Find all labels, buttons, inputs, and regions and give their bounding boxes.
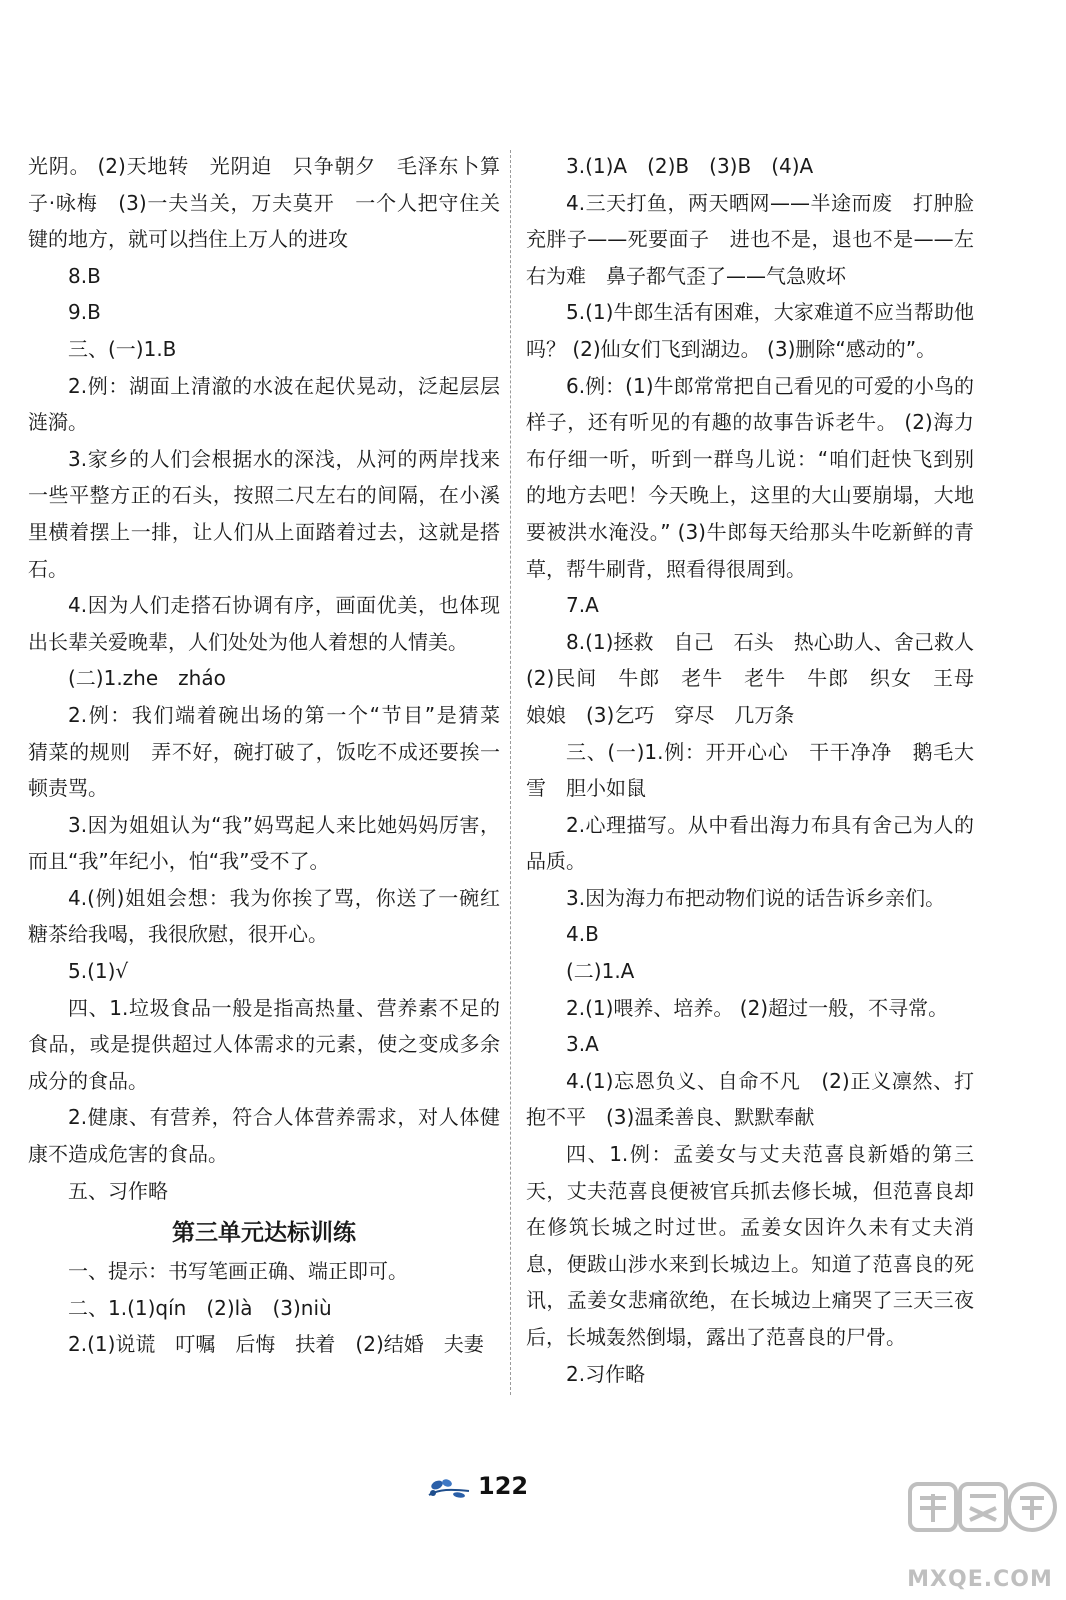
- answer-paragraph: 4.因为人们走搭石协调有序，画面优美，也体现出长辈关爱晚辈，人们处处为他人着想的人情美。: [28, 593, 500, 654]
- answer-paragraph: 2.例：湖面上清澈的水波在起伏晃动，泛起层层涟漪。: [28, 373, 500, 435]
- answer-paragraph: 3.因为姐姐认为“我”妈骂起人来比她妈妈厉害，而且“我”年纪小，怕“我”受不了。: [28, 812, 500, 874]
- answer-paragraph: 8.B: [68, 263, 101, 288]
- answer-paragraph: 9.B: [68, 300, 101, 325]
- answer-paragraph: 2.例：我们端着碗出场的第一个“节目”是猜菜 猜菜的规则 弄不好，碗打破了，饭吃不成还要挨一顿责骂。: [28, 702, 520, 801]
- answer-paragraph: 4.(例)姐姐会想：我为你挨了骂，你送了一碗红糖茶给我喝，我很欣慰，很开心。: [28, 885, 500, 947]
- answer-paragraph: 4.三天打鱼，两天晒网——半途而废 打肿脸充胖子——死要面子 进也不是，退也不是——左右为难 鼻子都气歪了——气急败坏: [526, 190, 974, 288]
- answer-stamp-logo-icon: [900, 1478, 1060, 1558]
- answer-paragraph: 四、1.例：孟姜女与丈夫范喜良新婚的第三天，丈夫范喜良便被官兵抓去修长城，但范喜良却在修筑长城之时过世。孟姜女因许久未有丈夫消息，便跋山涉水来到长城边上。知道了范喜良的死讯，孟姜女悲痛欲绝，在长城边上痛哭了三天三夜后，长城轰然倒塌，露出了范喜良的尸骨。: [526, 1142, 974, 1349]
- answer-paragraph: 4.B: [566, 922, 599, 947]
- answer-paragraph: 一、提示：书写笔画正确、端正即可。: [68, 1259, 408, 1284]
- answer-paragraph: (二)1.zhe zháo: [68, 666, 226, 691]
- column-divider: [510, 150, 511, 1395]
- section-heading: 第三单元达标训练: [172, 1219, 356, 1247]
- answer-paragraph: 2.健康、有营养，符合人体营养需求，对人体健康不造成危害的食品。: [28, 1105, 500, 1167]
- answer-paragraph: 3.因为海力布把动物们说的话告诉乡亲们。: [566, 885, 946, 910]
- answer-paragraph: 5.(1)√: [68, 959, 129, 984]
- answer-paragraph: 五、习作略: [68, 1178, 168, 1203]
- answer-paragraph: 2.(1)说谎 叮嘱 后悔 扶着 (2)结婚 夫妻: [68, 1332, 484, 1357]
- answer-paragraph: 5.(1)牛郎生活有困难，大家难道不应当帮助他吗？ (2)仙女们飞到湖边。 (3)删除“感动的”。: [526, 300, 974, 361]
- answer-paragraph: 3.家乡的人们会根据水的深浅，从河的两岸找来一些平整方正的石头，按照二尺左右的间隔，在小溪里横着摆上一排，让人们从上面踏着过去，这就是搭石。: [28, 446, 500, 581]
- watermark-text: MXQE.COM: [907, 1567, 1053, 1592]
- answer-paragraph: 三、(一)1.例：开开心心 干干净净 鹅毛大雪 胆小如鼠: [526, 739, 974, 801]
- answer-paragraph: 2.心理描写。从中看出海力布具有舍己为人的品质。: [526, 812, 974, 874]
- left-column: [28, 148, 520, 1363]
- answer-paragraph: 四、1.垃圾食品一般是指高热量、营养素不足的食品，或是提供超过人体需求的元素，使之变成多余成分的食品。: [28, 995, 500, 1093]
- answer-paragraph: 8.(1)拯救 自己 石头 热心助人、舍己救人 (2)民间 牛郎 老牛 老牛 牛郎 织女 王母娘娘 (3)乞巧 穿尽 几万条: [526, 629, 994, 727]
- answer-paragraph: 4.(1)忘恩负义、自命不凡 (2)正义凛然、打抱不平 (3)温柔善良、默默奉献: [526, 1068, 974, 1130]
- watermark: [900, 1478, 1060, 1598]
- answer-paragraph: 3.A: [566, 1032, 599, 1057]
- answer-paragraph: 二、1.(1)qín (2)là (3)niù: [68, 1295, 332, 1320]
- answer-paragraph: (二)1.A: [566, 959, 635, 984]
- answer-paragraph: 6.例：(1)牛郎常常把自己看见的可爱的小鸟的样子，还有听见的有趣的故事告诉老牛。 (2)海力布仔细一听，听到一群鸟儿说：“咱们赶快飞到别的地方去吧！今天晚上，这里的大山要崩塌，大地要被洪水淹没。” (3)牛郎每天给那头牛吃新鲜的青草，帮牛刷背，照看得很周到。: [526, 373, 974, 581]
- answer-paragraph: 光阴。 (2)天地转 光阴迫 只争朝夕 毛泽东卜算子·咏梅 (3)一夫当关，万夫莫开 一个人把守住关键的地方，就可以挡住上万人的进攻: [28, 154, 500, 252]
- answer-paragraph: 2.习作略: [566, 1361, 646, 1386]
- answer-paragraph: 3.(1)A (2)B (3)B (4)A: [566, 154, 814, 178]
- answer-paragraph: 2.(1)喂养、培养。 (2)超过一般，不寻常。: [566, 995, 949, 1020]
- flower-leaf-ornament-icon: [425, 1475, 473, 1501]
- right-column: [526, 148, 994, 1392]
- answer-paragraph: 三、(一)1.B: [68, 336, 177, 361]
- page-number: 122: [478, 1472, 529, 1500]
- answer-paragraph: 7.A: [566, 593, 599, 618]
